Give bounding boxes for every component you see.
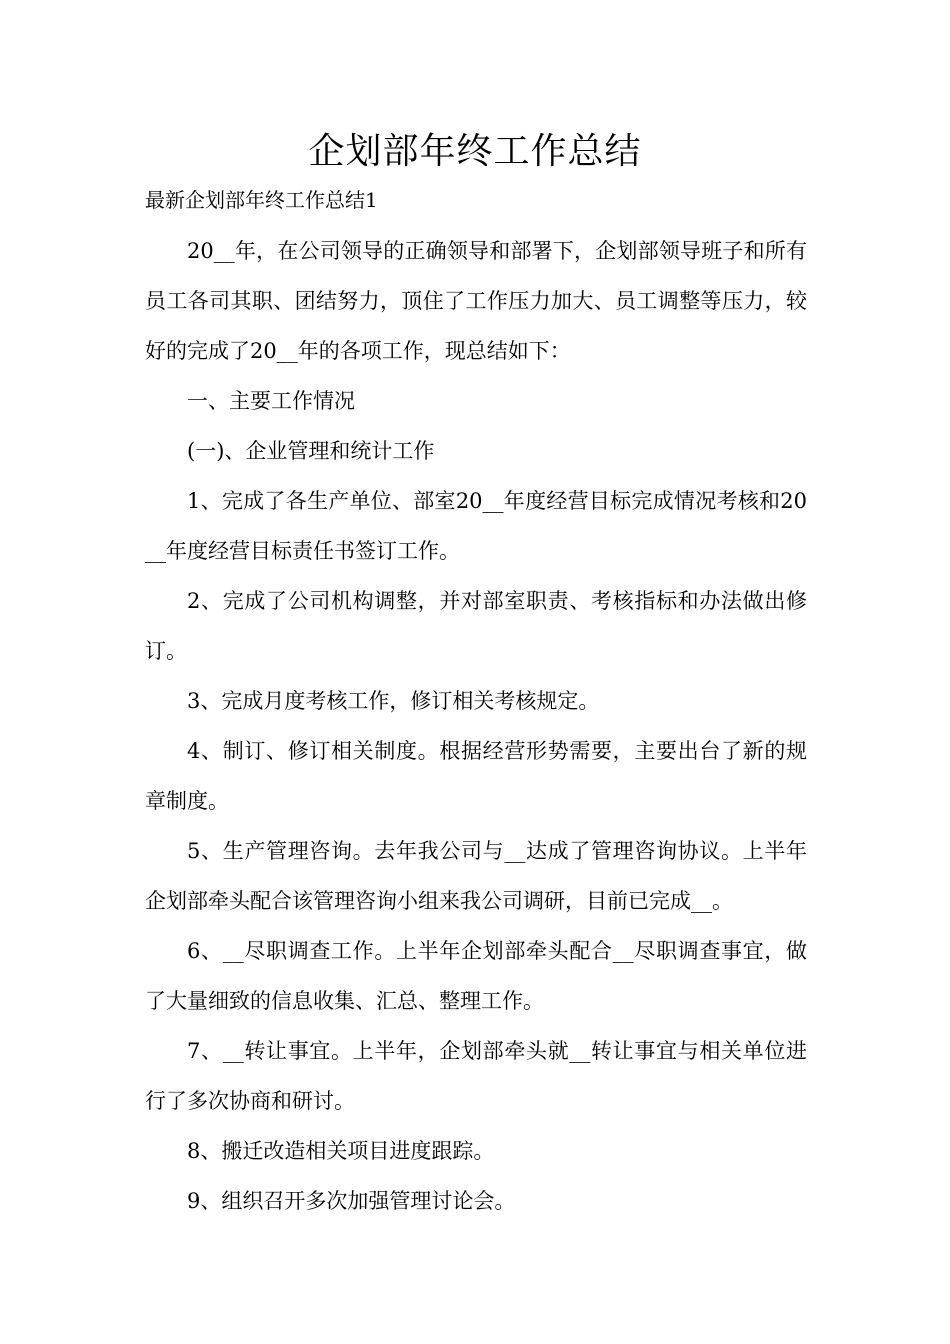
list-item-5: 5、生产管理咨询。去年我公司与__达成了管理咨询协议。上半年企划部牵头配合该管理咨询小组来我公司调研，目前已完成__。 [145,839,807,913]
document-subtitle: 最新企划部年终工作总结1 [145,188,378,212]
list-item-8: 8、搬迁改造相关项目进度跟踪。 [187,1139,495,1163]
document-title: 企划部年终工作总结 [308,131,642,172]
list-item-1: 1、完成了各生产单位、部室20__年度经营目标完成情况考核和20__年度经营目标责任书签订工作。 [145,489,807,563]
list-item-4: 4、制订、修订相关制度。根据经营形势需要，主要出台了新的规章制度。 [145,739,807,813]
heading-main-work: 一、主要工作情况 [187,389,355,413]
paragraph-intro: 20__年，在公司领导的正确领导和部署下，企划部领导班子和所有员工各司其职、团结努力，顶住了工作压力加大、员工调整等压力，较好的完成了20__年的各项工作，现总结如下： [145,239,807,363]
list-item-3: 3、完成月度考核工作，修订相关考核规定。 [187,689,600,713]
list-item-6: 6、__尽职调查工作。上半年企划部牵头配合__尽职调查事宜，做了大量细致的信息收集、汇总、整理工作。 [145,939,807,1013]
heading-management-statistics: (一)、企业管理和统计工作 [187,439,435,463]
list-item-2: 2、完成了公司机构调整，并对部室职责、考核指标和办法做出修订。 [145,589,807,663]
list-item-7: 7、__转让事宜。上半年，企划部牵头就__转让事宜与相关单位进行了多次协商和研讨。 [145,1039,807,1113]
list-item-9: 9、组织召开多次加强管理讨论会。 [187,1189,516,1213]
document-body [145,226,807,1226]
